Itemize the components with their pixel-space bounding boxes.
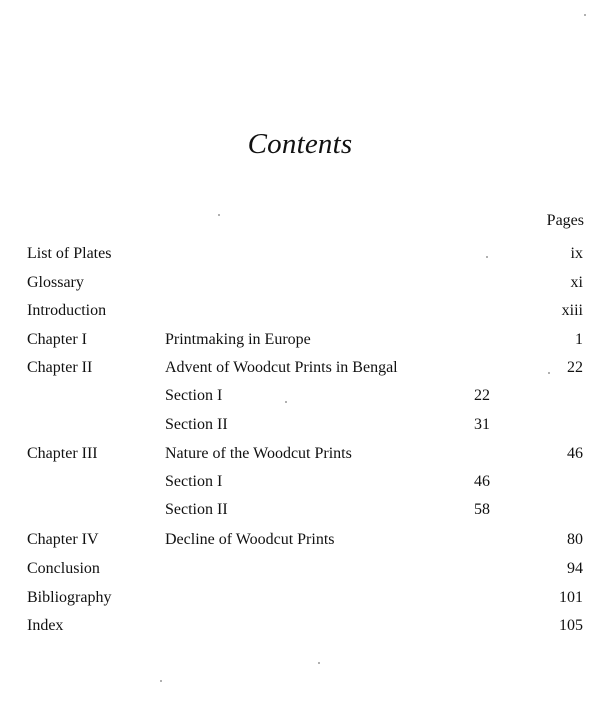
toc-entry-label: Chapter IV — [27, 531, 99, 548]
toc-entry-label: Chapter II — [27, 359, 93, 376]
toc-entry-title: Section II — [165, 416, 228, 433]
toc-entry-title: Advent of Woodcut Prints in Bengal — [165, 359, 398, 376]
toc-entry-label: Chapter III — [27, 445, 98, 462]
toc-page-number: ix — [570, 245, 583, 262]
toc-entry-title: Section II — [165, 501, 228, 518]
toc-row — [0, 357, 600, 379]
scan-speck — [285, 401, 287, 403]
toc-section-page: 22 — [474, 387, 490, 404]
toc-entry-label: Bibliography — [27, 589, 112, 606]
toc-entry-label: Chapter I — [27, 331, 87, 348]
toc-page-number: 101 — [559, 589, 583, 606]
toc-entry-label: Glossary — [27, 274, 84, 291]
scan-speck — [160, 680, 162, 682]
page-title: Contents — [247, 128, 353, 160]
toc-page-number: 80 — [567, 531, 583, 548]
toc-entry-title: Printmaking in Europe — [165, 331, 311, 348]
toc-entry-label: Introduction — [27, 302, 107, 319]
toc-row — [0, 300, 600, 322]
toc-row — [0, 499, 600, 521]
toc-page-number: 1 — [575, 331, 583, 348]
toc-page-number: 22 — [567, 359, 583, 376]
toc-entry-title: Section I — [165, 387, 223, 404]
toc-page-number: xi — [570, 274, 583, 291]
toc-entry-label: Index — [27, 617, 64, 634]
scan-speck — [584, 14, 586, 16]
toc-row — [0, 587, 600, 609]
scan-speck — [548, 372, 550, 374]
toc-row — [0, 443, 600, 465]
toc-row — [0, 558, 600, 580]
toc-page-number: xiii — [561, 302, 583, 319]
scan-speck — [486, 256, 488, 258]
toc-entry-title: Decline of Woodcut Prints — [165, 531, 335, 548]
toc-section-page: 58 — [474, 501, 490, 518]
toc-row — [0, 329, 600, 351]
toc-row — [0, 529, 600, 551]
toc-section-page: 31 — [474, 416, 490, 433]
toc-entry-label: List of Plates — [27, 245, 112, 262]
toc-section-page: 46 — [474, 473, 490, 490]
toc-page-number: 94 — [567, 560, 583, 577]
toc-entry-label: Conclusion — [27, 560, 100, 577]
scan-speck — [318, 662, 320, 664]
pages-column-header: Pages — [546, 212, 584, 229]
toc-entry-title: Section I — [165, 473, 223, 490]
toc-row — [0, 272, 600, 294]
toc-page-number: 105 — [559, 617, 583, 634]
toc-row — [0, 385, 600, 407]
toc-row — [0, 615, 600, 637]
scan-speck — [218, 214, 220, 216]
toc-entry-title: Nature of the Woodcut Prints — [165, 445, 352, 462]
toc-row — [0, 471, 600, 493]
toc-row — [0, 243, 600, 265]
toc-row — [0, 414, 600, 436]
toc-page-number: 46 — [567, 445, 583, 462]
